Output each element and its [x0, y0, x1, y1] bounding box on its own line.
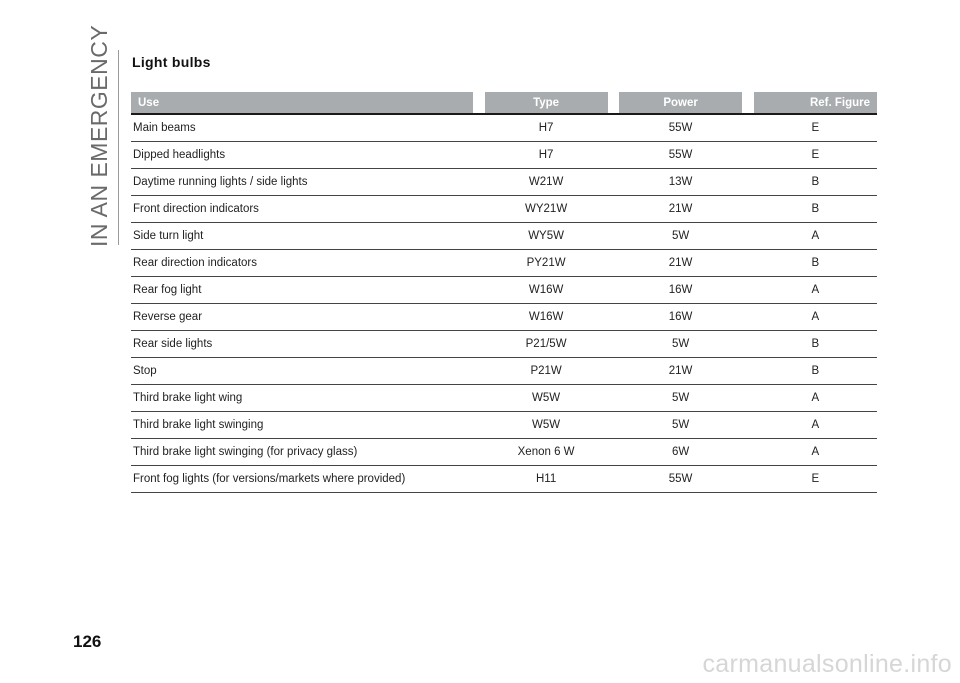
page-title: Light bulbs: [132, 54, 211, 70]
cell-power: 5W: [619, 331, 742, 358]
column-gap: [473, 196, 484, 223]
column-gap: [608, 169, 619, 196]
column-gap: [473, 466, 484, 493]
cell-use: Front direction indicators: [131, 196, 473, 223]
cell-ref-figure: A: [754, 277, 877, 304]
table-row: [131, 114, 877, 142]
cell-power: 55W: [619, 142, 742, 169]
table-row: [131, 250, 877, 277]
column-gap: [473, 142, 484, 169]
cell-ref-figure: A: [754, 385, 877, 412]
column-gap: [608, 196, 619, 223]
column-gap: [608, 142, 619, 169]
cell-ref-figure: B: [754, 358, 877, 385]
table-row: [131, 412, 877, 439]
column-gap: [608, 466, 619, 493]
table-row: [131, 331, 877, 358]
column-gap: [742, 331, 753, 358]
cell-power: 5W: [619, 412, 742, 439]
column-gap: [742, 439, 753, 466]
column-gap: [742, 358, 753, 385]
column-gap: [473, 169, 484, 196]
watermark: carmanualsonline.info: [702, 650, 952, 678]
cell-type: PY21W: [485, 250, 608, 277]
column-gap: [608, 223, 619, 250]
table-row: [131, 304, 877, 331]
column-gap: [608, 114, 619, 142]
cell-ref-figure: B: [754, 331, 877, 358]
cell-power: 13W: [619, 169, 742, 196]
table-row: [131, 196, 877, 223]
column-gap: [473, 385, 484, 412]
column-header-ref-figure: Ref. Figure: [754, 92, 877, 114]
column-gap: [742, 196, 753, 223]
cell-power: 55W: [619, 114, 742, 142]
cell-ref-figure: E: [754, 142, 877, 169]
column-gap: [608, 304, 619, 331]
cell-power: 21W: [619, 358, 742, 385]
cell-ref-figure: B: [754, 169, 877, 196]
table-row: [131, 169, 877, 196]
column-gap: [742, 277, 753, 304]
cell-use: Third brake light swinging: [131, 412, 473, 439]
cell-use: Side turn light: [131, 223, 473, 250]
column-gap: [473, 304, 484, 331]
cell-use: Daytime running lights / side lights: [131, 169, 473, 196]
column-header-power: Power: [619, 92, 742, 114]
cell-type: H11: [485, 466, 608, 493]
column-gap: [473, 358, 484, 385]
cell-type: W16W: [485, 304, 608, 331]
cell-type: W5W: [485, 385, 608, 412]
column-gap: [473, 412, 484, 439]
column-gap: [742, 466, 753, 493]
cell-ref-figure: B: [754, 196, 877, 223]
cell-ref-figure: B: [754, 250, 877, 277]
table-row: [131, 223, 877, 250]
column-gap: [473, 223, 484, 250]
column-gap: [473, 250, 484, 277]
table-row: [131, 439, 877, 466]
cell-type: P21/5W: [485, 331, 608, 358]
column-gap: [742, 385, 753, 412]
cell-power: 5W: [619, 223, 742, 250]
column-gap: [742, 114, 753, 142]
cell-use: Rear direction indicators: [131, 250, 473, 277]
cell-type: W21W: [485, 169, 608, 196]
column-gap: [608, 358, 619, 385]
column-gap: [473, 331, 484, 358]
column-gap: [473, 114, 484, 142]
column-gap: [608, 277, 619, 304]
cell-use: Dipped headlights: [131, 142, 473, 169]
cell-power: 6W: [619, 439, 742, 466]
cell-ref-figure: A: [754, 412, 877, 439]
cell-type: H7: [485, 114, 608, 142]
cell-type: WY5W: [485, 223, 608, 250]
page-number: 126: [73, 632, 102, 651]
column-gap: [473, 92, 484, 114]
column-gap: [608, 331, 619, 358]
cell-use: Third brake light wing: [131, 385, 473, 412]
table-row: [131, 142, 877, 169]
column-gap: [608, 250, 619, 277]
cell-type: W5W: [485, 412, 608, 439]
cell-use: Front fog lights (for versions/markets where provided): [131, 466, 473, 493]
cell-use: Rear fog light: [131, 277, 473, 304]
cell-ref-figure: E: [754, 466, 877, 493]
cell-type: WY21W: [485, 196, 608, 223]
cell-power: 21W: [619, 196, 742, 223]
table-row: [131, 466, 877, 493]
cell-power: 55W: [619, 466, 742, 493]
column-header-type: Type: [485, 92, 608, 114]
column-gap: [608, 385, 619, 412]
section-title-vertical: [84, 24, 114, 247]
cell-power: 16W: [619, 304, 742, 331]
column-gap: [608, 439, 619, 466]
cell-use: Main beams: [131, 114, 473, 142]
cell-type: W16W: [485, 277, 608, 304]
cell-power: 16W: [619, 277, 742, 304]
cell-use: Rear side lights: [131, 331, 473, 358]
cell-type: P21W: [485, 358, 608, 385]
cell-power: 5W: [619, 385, 742, 412]
table-row: [131, 385, 877, 412]
cell-use: Third brake light swinging (for privacy glass): [131, 439, 473, 466]
section-title: IN AN EMERGENCY: [86, 24, 112, 247]
light-bulbs-table: [131, 92, 877, 493]
cell-type: H7: [485, 142, 608, 169]
cell-ref-figure: A: [754, 439, 877, 466]
cell-use: Stop: [131, 358, 473, 385]
column-gap: [742, 412, 753, 439]
column-gap: [473, 439, 484, 466]
column-gap: [608, 412, 619, 439]
table-header-row: [131, 92, 877, 114]
cell-type: Xenon 6 W: [485, 439, 608, 466]
column-gap: [742, 223, 753, 250]
cell-power: 21W: [619, 250, 742, 277]
column-header-use: Use: [131, 92, 473, 114]
column-gap: [742, 92, 753, 114]
column-gap: [608, 92, 619, 114]
cell-ref-figure: A: [754, 223, 877, 250]
column-gap: [742, 169, 753, 196]
section-divider: [118, 50, 119, 245]
column-gap: [473, 277, 484, 304]
table-row: [131, 358, 877, 385]
cell-ref-figure: A: [754, 304, 877, 331]
column-gap: [742, 142, 753, 169]
cell-ref-figure: E: [754, 114, 877, 142]
table-row: [131, 277, 877, 304]
column-gap: [742, 250, 753, 277]
column-gap: [742, 304, 753, 331]
cell-use: Reverse gear: [131, 304, 473, 331]
